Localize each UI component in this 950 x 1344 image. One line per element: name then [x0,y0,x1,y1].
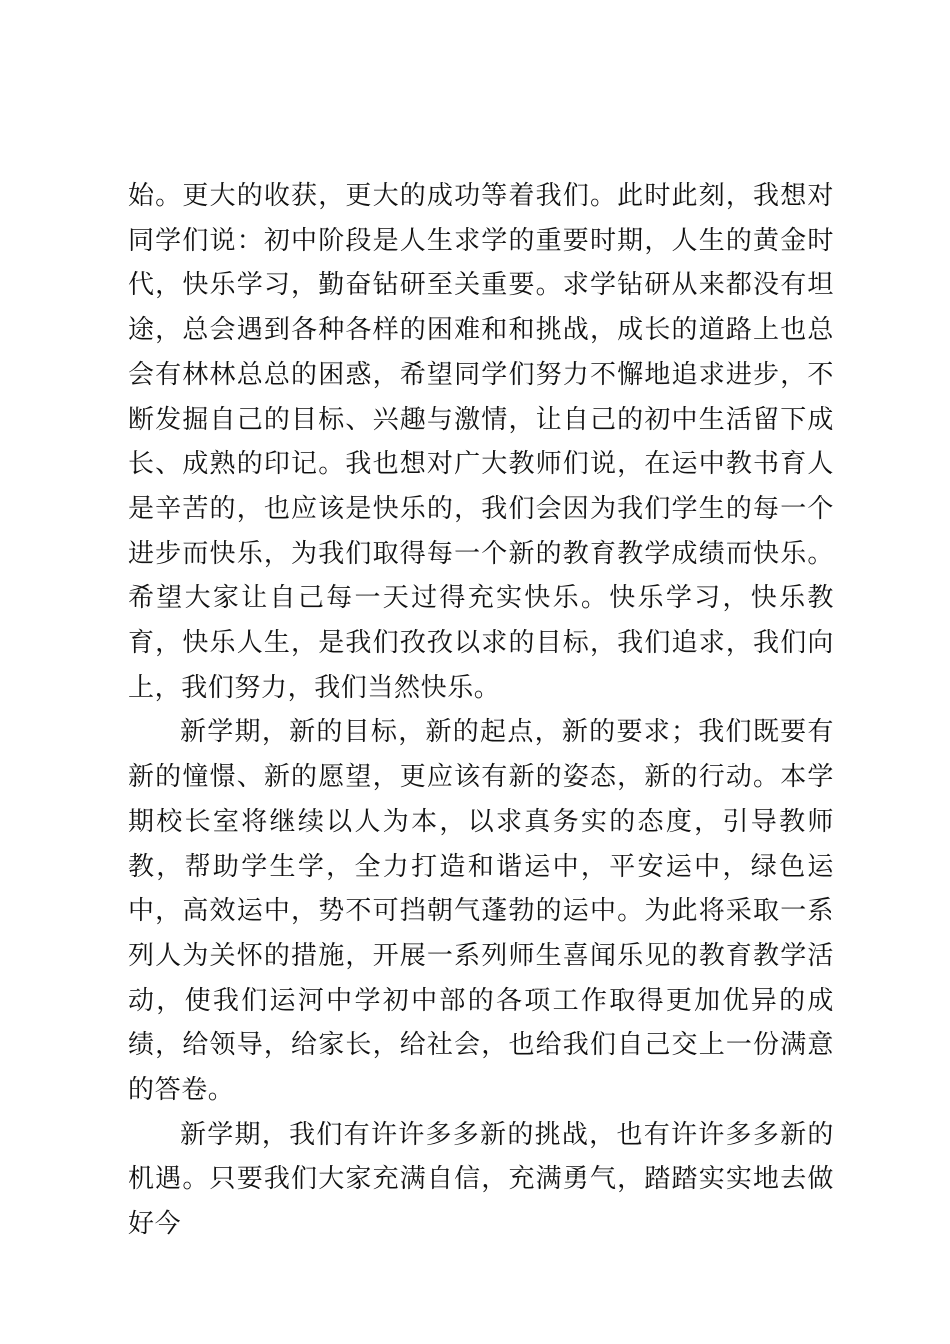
paragraph-2: 新学期，新的目标，新的起点，新的要求；我们既要有新的憧憬、新的愿望，更应该有新的姿态，新的行动。本学期校长室将继续以人为本，以求真务实的态度，引导教师教，帮助学生学，全力打造和谐运中，平安运中，绿色运中，高效运中，势不可挡朝气蓬勃的运中。为此将采取一系列人为关怀的措施，开展一系列师生喜闻乐见的教育教学活动，使我们运河中学初中部的各项工作取得更加优异的成绩，给领导，给家长，给社会，也给我们自己交上一份满意的答卷。 [128,717,834,1106]
body-text [128,174,834,1247]
paragraph-1: 始。更大的收获，更大的成功等着我们。此时此刻，我想对同学们说：初中阶段是人生求学的重要时期，人生的黄金时代，快乐学习，勤奋钻研至关重要。求学钻研从来都没有坦途，总会遇到各种各样的困难和和挑战，成长的道路上也总会有林林总总的困惑，希望同学们努力不懈地追求进步，不断发掘自己的目标、兴趣与激情，让自己的初中生活留下成长、成熟的印记。我也想对广大教师们说，在运中教书育人是辛苦的，也应该是快乐的，我们会因为我们学生的每一个进步而快乐，为我们取得每一个新的教育教学成绩而快乐。希望大家让自己每一天过得充实快乐。快乐学习，快乐教育，快乐人生，是我们孜孜以求的目标，我们追求，我们向上，我们努力，我们当然快乐。 [128,181,834,703]
paragraph-3: 新学期，我们有许许多多新的挑战，也有许许多多新的机遇。只要我们大家充满自信，充满勇气，踏踏实实地去做好今 [128,1119,834,1240]
